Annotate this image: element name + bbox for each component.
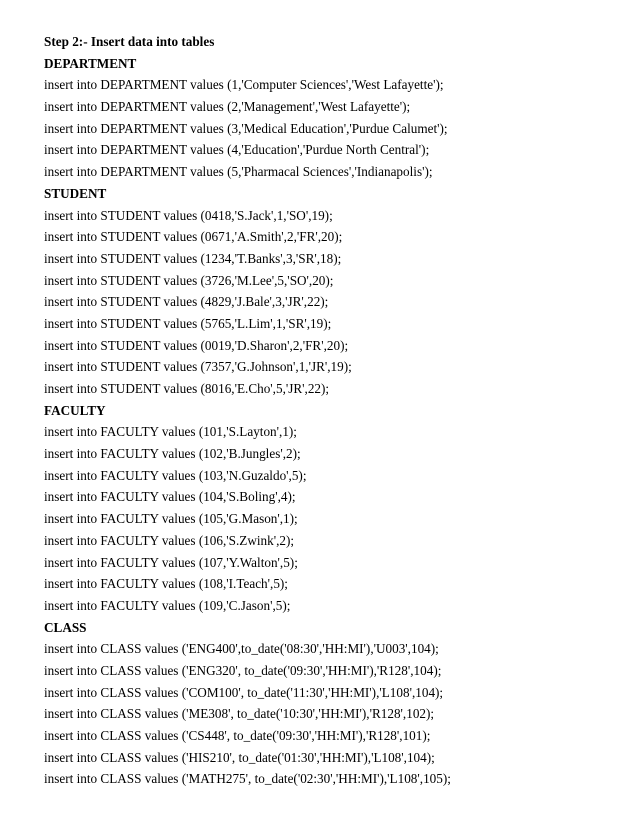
sql-statement: insert into CLASS values ('HIS210', to_date('01:30','HH:MI'),'L108',104); [44,749,435,765]
sql-statement: insert into FACULTY values (105,'G.Mason',1); [44,511,298,527]
sql-statement: insert into CLASS values ('ENG400',to_date('08:30','HH:MI'),'U003',104); [44,641,439,657]
sql-statement: insert into FACULTY values (106,'S.Zwink',2); [44,532,295,548]
sql-statement: insert into FACULTY values (103,'N.Guzaldo',5); [44,467,307,483]
sql-statement: insert into DEPARTMENT values (3,'Medical Education','Purdue Calumet'); [44,120,448,136]
sql-statement: insert into STUDENT values (4829,'J.Bale',3,'JR',22); [44,294,329,310]
sql-statement: insert into STUDENT values (5765,'L.Lim',1,'SR',19); [44,315,332,331]
section-heading-faculty: FACULTY [44,402,106,418]
sql-statement: insert into STUDENT values (8016,'E.Cho',5,'JR',22); [44,381,330,396]
sql-statement: insert into DEPARTMENT values (4,'Education','Purdue North Central'); [44,142,430,158]
sql-statement: insert into FACULTY values (101,'S.Layton',1); [44,424,297,440]
sql-statement: insert into DEPARTMENT values (1,'Computer Sciences','West Lafayette'); [44,77,444,93]
sql-statement: insert into STUDENT values (1234,'T.Banks',3,'SR',18); [44,250,342,266]
sql-statement: insert into FACULTY values (102,'B.Jungles',2); [44,446,301,462]
sql-statement: insert into STUDENT values (0418,'S.Jack',1,'SO',19); [44,207,333,223]
section-heading-department: DEPARTMENT [44,55,137,71]
sql-statement: insert into CLASS values ('COM100', to_date('11:30','HH:MI'),'L108',104); [44,684,444,700]
sql-statement: insert into DEPARTMENT values (2,'Management','West Lafayette'); [44,99,411,115]
sql-statement: insert into STUDENT values (3726,'M.Lee',5,'SO',20); [44,272,334,288]
sql-statement: insert into CLASS values ('MATH275', to_date('02:30','HH:MI'),'L108',105); [44,771,451,787]
sql-statement: insert into STUDENT values (0671,'A.Smith',2,'FR',20); [44,229,343,245]
section-heading-student: STUDENT [44,185,107,201]
sql-statement: insert into STUDENT values (0019,'D.Sharon',2,'FR',20); [44,337,349,353]
sql-statement: insert into CLASS values ('ENG320', to_date('09:30','HH:MI'),'R128',104); [44,662,442,678]
sql-statement: insert into FACULTY values (107,'Y.Walton',5); [44,554,298,570]
sql-statement: insert into DEPARTMENT values (5,'Pharmacal Sciences','Indianapolis'); [44,164,433,180]
document-body [44,31,634,790]
step-title: Step 2:- Insert data into tables [44,34,215,49]
sql-statement: insert into FACULTY values (109,'C.Jason',5); [44,597,291,613]
section-heading-class: CLASS [44,619,87,635]
sql-statement: insert into STUDENT values (7357,'G.Johnson',1,'JR',19); [44,359,352,375]
sql-statement: insert into CLASS values ('ME308', to_date('10:30','HH:MI'),'R128',102); [44,706,435,722]
sql-statement: insert into FACULTY values (104,'S.Boling',4); [44,489,296,505]
sql-statement: insert into CLASS values ('CS448', to_date('09:30','HH:MI'),'R128',101); [44,728,431,743]
sql-statement: insert into FACULTY values (108,'I.Teach',5); [44,576,288,592]
